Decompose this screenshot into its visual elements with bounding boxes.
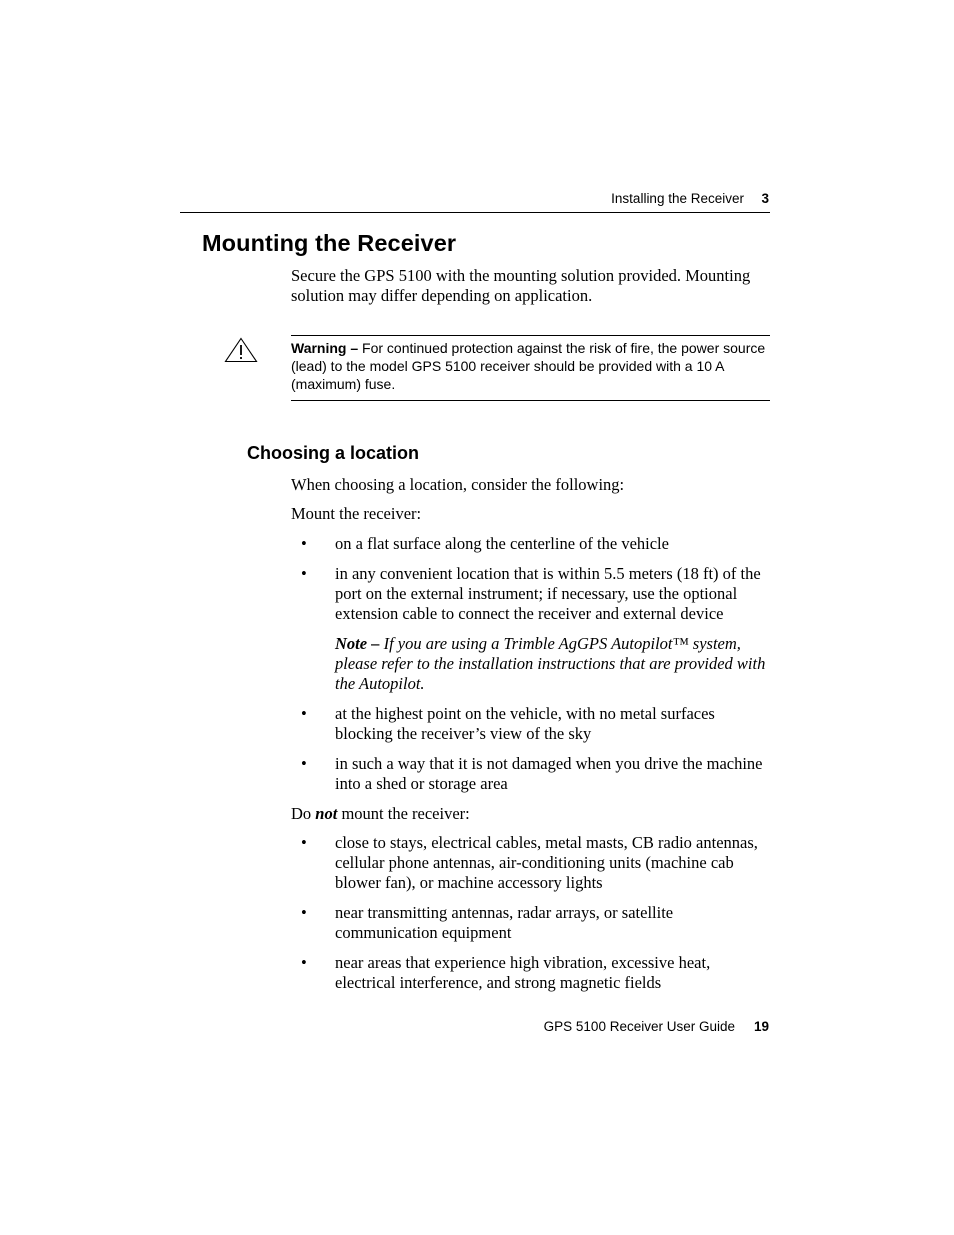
header-section-title: Installing the Receiver	[611, 191, 744, 206]
warning-box	[291, 335, 770, 401]
list-item-text: near areas that experience high vibration, excessive heat, electrical interference, and strong magnetic fields	[335, 953, 711, 992]
warning-triangle-icon	[224, 337, 258, 363]
footer-guide-title: GPS 5100 Receiver User Guide	[543, 1019, 735, 1034]
intro-paragraph: Secure the GPS 5100 with the mounting solution provided. Mounting solution may differ depending on application.	[291, 266, 751, 305]
bullet-icon: •	[301, 953, 307, 972]
bullet-icon: •	[301, 564, 307, 583]
section-lead: When choosing a location, consider the following:	[291, 475, 625, 494]
list-item-text: in such a way that it is not damaged when you drive the machine into a shed or storage area	[335, 754, 763, 793]
warning-body: For continued protection against the risk of fire, the power source (lead) to the model GPS 5100 receiver should be provided with a 10 A (maximum) fuse.	[291, 340, 766, 392]
list-item-text: at the highest point on the vehicle, with no metal surfaces blocking the receiver’s view of the sky	[335, 704, 715, 743]
header-rule	[180, 212, 770, 213]
section-heading: Choosing a location	[247, 443, 420, 463]
donot-prefix: Do	[291, 804, 312, 823]
page-footer	[180, 1019, 770, 1039]
note-label: Note –	[335, 634, 380, 653]
bullet-icon: •	[301, 903, 307, 922]
donot-suffix: mount the receiver:	[341, 804, 470, 823]
footer-page-number: 19	[753, 1019, 769, 1034]
list-item-text: near transmitting antennas, radar arrays, or satellite communication equipment	[335, 903, 674, 942]
list-item-text: close to stays, electrical cables, metal masts, CB radio antennas, cellular phone antennas, air-conditioning units (machine cab blower fan), or machine accessory lights	[335, 833, 758, 892]
note	[335, 634, 771, 694]
note-text: If you are using a Trimble AgGPS Autopilot™ system, please refer to the installation instructions that are provided with the Autopilot.	[335, 634, 766, 693]
bullet-icon: •	[301, 754, 307, 773]
header-chapter-number: 3	[761, 191, 769, 206]
page-title: Mounting the Receiver	[202, 230, 457, 256]
bullet-icon: •	[301, 704, 307, 723]
donot-emphasis: not	[315, 804, 338, 823]
bullet-icon: •	[301, 534, 307, 553]
list-item-text: on a flat surface along the centerline of the vehicle	[335, 534, 669, 553]
warning-label: Warning –	[291, 340, 359, 356]
donot-label	[291, 804, 771, 824]
running-header	[180, 191, 770, 211]
mount-label: Mount the receiver:	[291, 504, 422, 523]
warning-text	[291, 339, 769, 393]
list-item-text: in any convenient location that is within 5.5 meters (18 ft) of the port on the external instrument; if necessary, use the optional extension cable to connect the receiver and external device	[335, 564, 761, 623]
bullet-icon: •	[301, 833, 307, 852]
